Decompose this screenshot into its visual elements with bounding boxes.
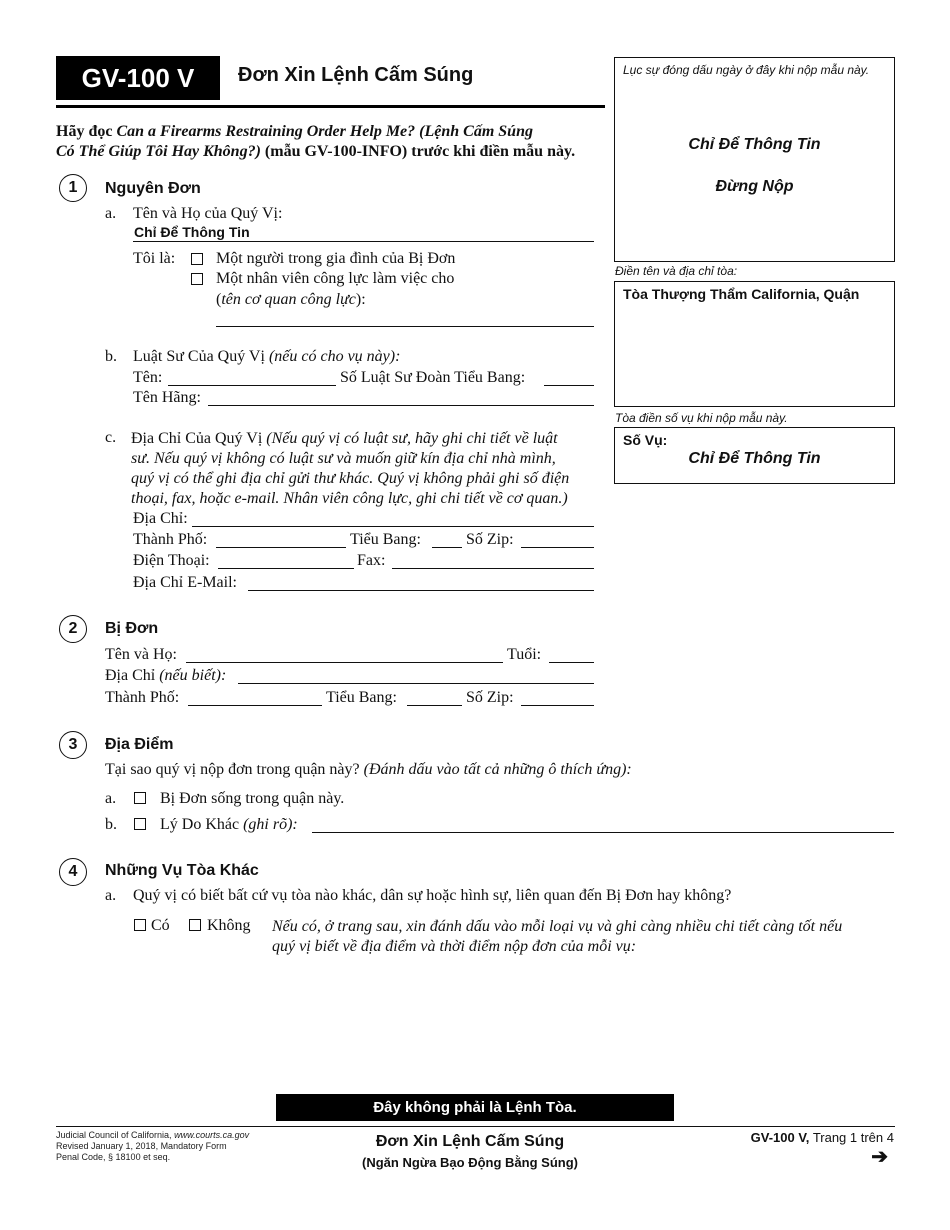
s2-address-line[interactable]	[238, 683, 594, 684]
s4-a-letter: a.	[105, 887, 117, 904]
s1-email-label: Địa Chỉ E-Mail:	[133, 574, 237, 591]
intro-publication: Can a Firearms Restraining Order Help Me? (Lệnh Cấm Súng	[116, 123, 533, 140]
clerk-info-only: Chỉ Để Thông Tin	[688, 136, 821, 153]
intro-publication-line2: Có Thể Giúp Tôi Hay Không?)	[56, 143, 261, 160]
s1-lawyer-name-label: Tên:	[133, 369, 163, 386]
s3-a-text: Bị Đơn sống trong quận này.	[160, 790, 345, 807]
clerk-do-not-file: Đừng Nộp	[715, 178, 794, 195]
s1-agency-suffix: ):	[355, 291, 366, 308]
s3-a-letter: a.	[105, 790, 117, 807]
s1-c-text	[131, 429, 611, 509]
clerk-stamp-caption: Lục sự đóng dấu ngày ở đây khi nộp mẫu này.	[623, 63, 870, 77]
s1-address-line[interactable]	[192, 526, 594, 527]
s1-agency-label	[216, 291, 366, 309]
clerk-stamp-box	[614, 57, 895, 262]
footer-title: Đơn Xin Lệnh Cấm Súng	[375, 1133, 565, 1150]
s1-b-note: (nếu có cho vụ này):	[268, 348, 401, 365]
s1-zip-label: Số Zip:	[466, 531, 514, 548]
footer-penal: Penal Code, § 18100 et seq.	[56, 1152, 171, 1162]
s1-phone-label: Điện Thoại:	[133, 552, 210, 569]
s1-firm-label: Tên Hãng:	[133, 389, 201, 406]
s4-no-checkbox[interactable]	[189, 919, 201, 931]
s4-yes-checkbox[interactable]	[134, 919, 146, 931]
s2-address-note: (nếu biết):	[159, 667, 227, 684]
s3-b-note: (ghi rõ):	[243, 816, 298, 833]
form-title: Đơn Xin Lệnh Cấm Súng	[238, 64, 474, 86]
s1-c-note-3: quý vị có thể ghi địa chỉ gửi thư khác. Quý vị không phải ghi số điện	[131, 470, 570, 487]
s1-firm-line[interactable]	[208, 405, 594, 406]
s2-age-line[interactable]	[549, 662, 594, 663]
s1-zip-line[interactable]	[521, 547, 594, 548]
s2-state-line[interactable]	[407, 705, 462, 706]
s3-b-text-main: Lý Do Khác	[160, 816, 240, 833]
case-number-label: Số Vụ:	[623, 432, 668, 448]
section-4-title: Những Vụ Tòa Khác	[105, 862, 259, 879]
footer-rule	[56, 1126, 895, 1127]
section-4-number: 4	[59, 858, 87, 886]
s1-bar-label: Số Luật Sư Đoàn Tiểu Bang:	[340, 369, 526, 386]
s1-petitioner-name-value[interactable]: Chỉ Để Thông Tin	[134, 224, 250, 240]
s1-email-line[interactable]	[248, 590, 594, 591]
s1-agency-label-text: tên cơ quan công lực	[221, 291, 356, 308]
s2-zip-line[interactable]	[521, 705, 594, 706]
s4-no-label: Không	[207, 917, 251, 934]
intro-read: Hãy đọc	[56, 123, 113, 140]
section-1-title: Nguyên Đơn	[105, 180, 201, 197]
header-rule	[56, 105, 605, 108]
s1-lawyer-name-line[interactable]	[168, 385, 336, 386]
s1-a-label: Tên và Họ của Quý Vị:	[133, 205, 283, 222]
section-1-number: 1	[59, 174, 87, 202]
s2-zip-label: Số Zip:	[466, 689, 514, 706]
s1-b-label	[133, 348, 400, 366]
s1-c-note-1: (Nếu quý vị có luật sư, hãy ghi chi tiết về luật	[266, 430, 558, 447]
s2-city-line[interactable]	[188, 705, 322, 706]
intro-after: (mẫu GV-100-INFO) trước khi điền mẫu này.	[264, 143, 576, 160]
s1-city-label: Thành Phố:	[133, 531, 208, 548]
s3-b-checkbox[interactable]	[134, 818, 146, 830]
footer-page-number: Trang 1 trên 4	[812, 1130, 894, 1145]
next-page-arrow-icon: ➔	[871, 1146, 888, 1168]
s3-question-text: Tại sao quý vị nộp đơn trong quận này?	[105, 761, 360, 778]
s4-a-text: Quý vị có biết bất cứ vụ tòa nào khác, dân sự hoặc hình sự, liên quan đến Bị Đơn hay không?	[133, 887, 732, 904]
section-2-number: 2	[59, 615, 87, 643]
s1-c-note-2: sư. Nếu quý vị không có luật sư và muốn giữ kín địa chỉ nhà mình,	[131, 450, 556, 467]
s2-name-line[interactable]	[186, 662, 503, 663]
s1-c-label: Địa Chỉ Của Quý Vị	[131, 430, 263, 447]
footer-revised: Revised January 1, 2018, Mandatory Form	[56, 1141, 227, 1151]
section-2-title: Bị Đơn	[105, 620, 159, 637]
s1-fax-label: Fax:	[357, 552, 386, 569]
s1-officer-label: Một nhân viên công lực làm việc cho	[216, 270, 455, 287]
court-box[interactable]	[614, 281, 895, 407]
s1-b-label-text: Luật Sư Của Quý Vị	[133, 348, 265, 365]
form-id-box: GV-100 V	[56, 56, 220, 100]
s1-b-letter: b.	[105, 348, 117, 365]
s1-city-line[interactable]	[216, 547, 346, 548]
s1-state-label: Tiểu Bang:	[350, 531, 421, 548]
section-3-number: 3	[59, 731, 87, 759]
s3-b-line[interactable]	[312, 832, 894, 833]
footer-council-url: www.courts.ca.gov	[174, 1130, 250, 1140]
s2-age-label: Tuổi:	[507, 646, 542, 663]
s3-b-text	[160, 816, 298, 834]
s3-b-letter: b.	[105, 816, 117, 833]
s1-agency-prefix: (	[216, 291, 222, 308]
s3-question-note: (Đánh dấu vào tất cả những ô thích ứng):	[363, 761, 632, 778]
s1-petitioner-name-line	[133, 241, 594, 242]
s2-address-text: Địa Chỉ	[105, 667, 156, 684]
s2-address-label	[105, 667, 226, 685]
s1-officer-checkbox[interactable]	[191, 273, 203, 285]
s1-family-label: Một người trong gia đình của Bị Đơn	[216, 250, 456, 267]
not-court-order-banner: Đây không phải là Lệnh Tòa.	[276, 1094, 674, 1121]
s4-note-1: Nếu có, ở trang sau, xin đánh dấu vào mỗi loại vụ và ghi càng nhiều chi tiết càng tốt nếu	[272, 918, 843, 935]
s1-bar-line[interactable]	[544, 385, 594, 386]
s1-state-line[interactable]	[432, 547, 462, 548]
s2-state-label: Tiểu Bang:	[326, 689, 397, 706]
case-number-caption: Tòa điền số vụ khi nộp mẫu này.	[615, 411, 788, 425]
s1-c-note-4: thoại, fax, hoặc e-mail. Nhân viên công lực, ghi chi tiết về cơ quan.)	[131, 490, 568, 507]
footer-form-id: GV-100 V,	[750, 1130, 810, 1145]
s4-note-2: quý vị biết về địa điểm và thời điểm nộp đơn của mỗi vụ:	[272, 938, 637, 955]
case-number-box[interactable]	[614, 427, 895, 484]
s1-address-label: Địa Chỉ:	[133, 510, 188, 527]
footer-council: Judicial Council of California,	[56, 1130, 172, 1140]
s1-i-am-label: Tôi là:	[133, 250, 176, 267]
s1-family-checkbox[interactable]	[191, 253, 203, 265]
footer-page	[751, 1130, 894, 1145]
s4-yes-label: Có	[151, 917, 170, 934]
s2-city-label: Thành Phố:	[105, 689, 180, 706]
footer-meta	[56, 1130, 249, 1163]
s2-name-label: Tên và Họ:	[105, 646, 177, 663]
s1-fax-line[interactable]	[392, 568, 594, 569]
s3-a-checkbox[interactable]	[134, 792, 146, 804]
s1-a-letter: a.	[105, 205, 117, 222]
section-3-title: Địa Điểm	[105, 736, 174, 753]
s1-c-letter: c.	[105, 429, 117, 446]
court-caption: Điền tên và địa chỉ tòa:	[615, 264, 738, 278]
intro-text	[56, 122, 616, 162]
s4-note	[272, 917, 892, 957]
s1-agency-line[interactable]	[216, 326, 594, 327]
case-number-value: Chỉ Để Thông Tin	[688, 450, 821, 467]
s3-question	[105, 761, 632, 779]
court-name: Tòa Thượng Thẩm California, Quận	[623, 286, 860, 302]
s1-phone-line[interactable]	[218, 568, 354, 569]
footer-subtitle: (Ngăn Ngừa Bạo Động Bằng Súng)	[362, 1155, 578, 1170]
